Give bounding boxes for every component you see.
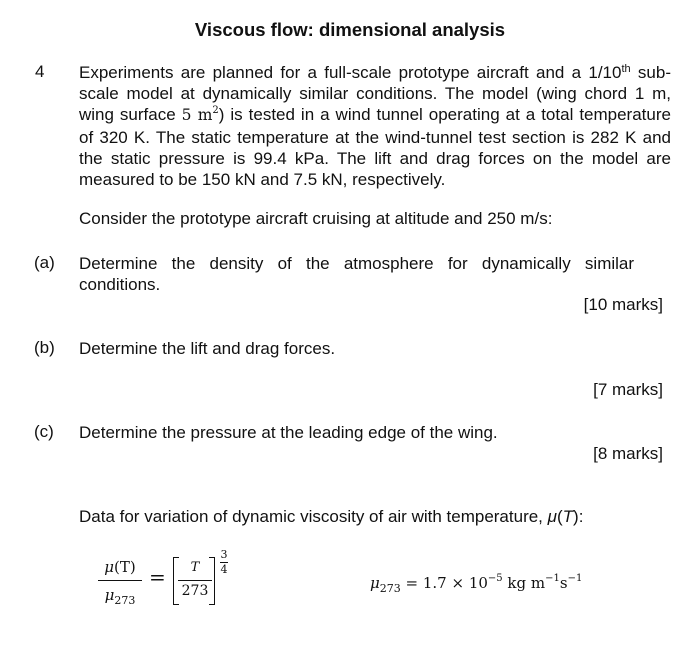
intro-text-1: Experiments are planned for a full-scale prototype aircraft and a 1/10 bbox=[79, 63, 622, 82]
part-b-marks: [7 marks] bbox=[593, 380, 663, 399]
paren-open: ( bbox=[556, 507, 563, 526]
rhs-fraction bbox=[178, 558, 212, 604]
lhs-fraction bbox=[98, 558, 142, 610]
ref-mu: μ bbox=[370, 574, 380, 592]
part-a-label: (a) bbox=[34, 253, 55, 272]
equals-sign: = bbox=[149, 565, 166, 589]
consider-statement: Consider the prototype aircraft cruising at altitude and 250 m/s: bbox=[79, 209, 553, 228]
viscosity-ratio-formula bbox=[98, 548, 258, 618]
ordinal-suffix: th bbox=[621, 63, 631, 75]
ref-exponent: −5 bbox=[487, 573, 503, 584]
exponent-numerator: 3 bbox=[220, 548, 228, 561]
lhs-den-sub: 273 bbox=[114, 594, 136, 607]
part-b-label: (b) bbox=[34, 338, 55, 357]
ref-units-a: kg m bbox=[502, 574, 546, 592]
data-intro-text: Data for variation of dynamic viscosity of air with temperature, bbox=[79, 507, 548, 526]
data-intro bbox=[79, 507, 583, 527]
mu-symbol: μ bbox=[547, 507, 557, 526]
rhs-numerator: T bbox=[190, 560, 200, 575]
ref-value: = 1.7 × 10 bbox=[400, 574, 488, 592]
lhs-numerator bbox=[98, 558, 142, 576]
wing-area-value bbox=[182, 106, 219, 124]
part-c-label: (c) bbox=[34, 422, 54, 441]
rhs-fraction-bar bbox=[178, 580, 212, 581]
lhs-num-mu: μ bbox=[104, 558, 115, 576]
lhs-den-mu: μ bbox=[104, 586, 115, 604]
intro-text-2: sub-scale model at dynamically similar conditions. The model (wing chord 1 m, wing surface bbox=[79, 63, 671, 125]
lhs-num-arg: (T) bbox=[114, 558, 136, 576]
exponent-denominator: 4 bbox=[220, 563, 228, 576]
part-a-text: Determine the density of the atmosphere for dynamically similar conditions. bbox=[79, 254, 635, 295]
part-c-marks: [8 marks] bbox=[593, 444, 663, 463]
question-number: 4 bbox=[35, 62, 45, 81]
reference-viscosity-formula bbox=[370, 574, 582, 595]
ref-mu-sub: 273 bbox=[379, 582, 401, 595]
lhs-denominator bbox=[98, 586, 142, 607]
temperature-symbol: T bbox=[562, 507, 574, 526]
part-a-marks: [10 marks] bbox=[583, 295, 663, 314]
ref-units-b-exp: −1 bbox=[567, 573, 583, 584]
right-bracket bbox=[209, 557, 215, 605]
question-intro bbox=[79, 62, 671, 190]
ref-units-b: s bbox=[559, 574, 568, 592]
wing-area-exponent: 2 bbox=[212, 105, 219, 117]
part-c-text: Determine the pressure at the leading edge of the wing. bbox=[79, 423, 498, 442]
part-b-text: Determine the lift and drag forces. bbox=[79, 339, 336, 358]
page-title: Viscous flow: dimensional analysis bbox=[194, 19, 506, 40]
lhs-fraction-bar bbox=[98, 580, 142, 581]
paren-close: ): bbox=[573, 507, 584, 526]
wing-area-number: 5 m bbox=[181, 106, 213, 125]
ref-units-a-exp: −1 bbox=[545, 573, 560, 584]
rhs-denominator: 273 bbox=[181, 583, 209, 599]
intro-text-3: ) is tested in a wind tunnel operating at a total temperature of 320 K. The static temperature at the wind-tunnel test section is 282 K and the static pressure is 99.4 kPa. The lift and drag forces on the model are measured to be 150 kN and 7.5 kN, respectively. bbox=[79, 105, 671, 190]
